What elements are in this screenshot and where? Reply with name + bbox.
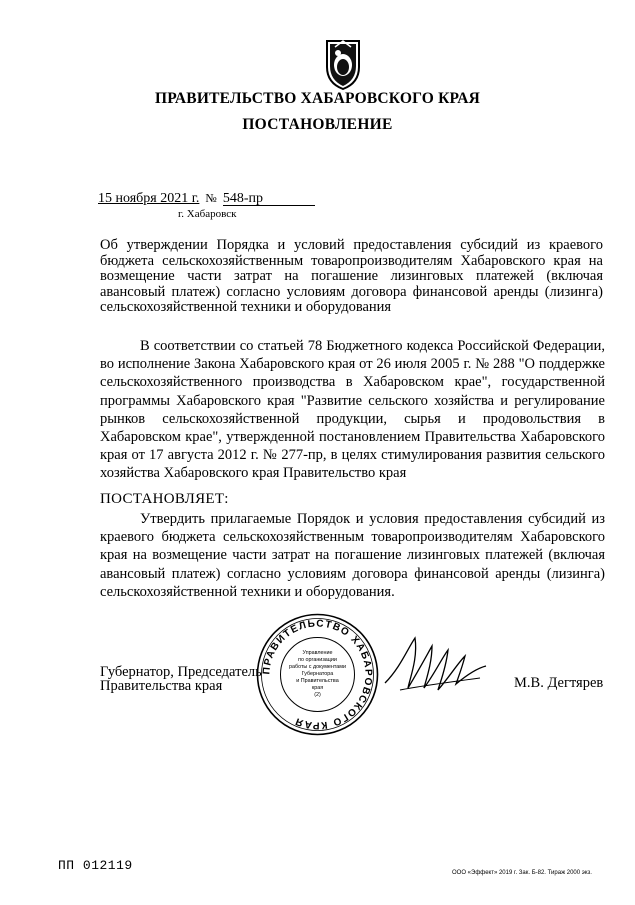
seal-line-4: Губернатора <box>301 671 334 677</box>
registration-number: ПП 012119 <box>58 858 133 873</box>
seal-line-6: края <box>311 685 324 691</box>
resolves-heading: ПОСТАНОВЛЯЕТ: <box>100 491 229 507</box>
seal-line-5: и Правительства <box>296 678 339 684</box>
seal-line-7: (2) <box>314 692 321 698</box>
preamble-paragraph: В соответствии со статьей 78 Бюджетного кодекса Российской Федерации, во исполнение Закона Хабаровского края от 26 июля 2005 г. № 288 "О поддержке сельскохозяйственного производства в Хабаровском крае", государственной программы Хабаровского края "Развитие сельского хозяйства и регулирование рынков сельскохозяйственной продукции, сырья и продовольствия в Хабаровском крае", утвержденной постановлением Правительства Хабаровского края от 17 августа 2012 г. № 277-пр, в целях стимулирования развития сельского хозяйства Хабаровского края Правительство края <box>100 338 605 482</box>
date-number-line <box>98 191 315 207</box>
seal-ring-text: ПРАВИТЕЛЬСТВО ХАБАРОВСКОГО КРАЯ <box>261 618 374 731</box>
seal-line-2: по организации <box>298 657 337 663</box>
handwritten-signature-icon <box>380 628 490 703</box>
signer-name: М.В. Дегтярев <box>514 675 604 691</box>
resolution-paragraph: Утвердить прилагаемые Порядок и условия предоставления субсидий из краевого бюджета сельскохозяйственным товаропроизводителям Хабаровского края на возмещение части затрат на погашение лизинговых платежей (включая авансовый платеж) согласно условиям договора финансовой аренды (лизинга) сельскохозяйственной техники и оборудования. <box>100 511 605 600</box>
signer-position-line1: Губернатор, Председатель <box>100 664 262 680</box>
coat-of-arms-icon <box>321 37 365 91</box>
print-info: ООО «Эффект» 2019 г. Зак. Б-82. Тираж 2000 экз. <box>452 870 592 876</box>
official-seal <box>255 612 380 737</box>
seal-line-1: Управление <box>302 650 333 656</box>
document-type: ПОСТАНОВЛЕНИЕ <box>242 116 393 133</box>
city: г. Хабаровск <box>178 208 237 220</box>
signer-position-line2: Правительства края <box>100 678 223 694</box>
document-title: Об утверждении Порядка и условий предоставления субсидий из краевого бюджета сельскохозяйственным товаропроизводителям Хабаровского края на возмещение части затрат на погашение лизинговых платежей (включая авансовый платеж) согласно условиям договора финансовой аренды (лизинга) сельскохозяйственной техники и оборудования <box>100 237 603 315</box>
document-date: 15 ноября 2021 г. <box>98 191 200 206</box>
seal-line-3: работы с документами <box>289 664 346 670</box>
document-number: 548-пр <box>223 192 315 206</box>
signer-position <box>100 665 262 693</box>
number-sign: № <box>205 191 217 205</box>
government-name: ПРАВИТЕЛЬСТВО ХАБАРОВСКОГО КРАЯ <box>154 90 481 107</box>
